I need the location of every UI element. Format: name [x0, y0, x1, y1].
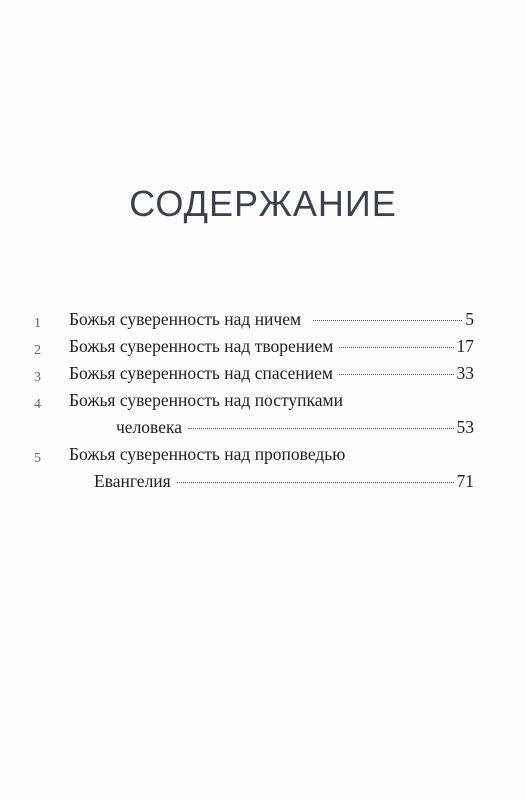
page-number: 5	[465, 309, 474, 329]
chapter-number: 4	[34, 397, 41, 412]
page-number: 33	[456, 363, 474, 383]
dot-leader	[177, 482, 454, 483]
dot-leader	[188, 428, 454, 429]
page-title: СОДЕРЖАНИЕ	[129, 183, 397, 224]
chapter-title: Божья суверенность над проповедью	[69, 444, 346, 464]
chapter-title: Божья суверенность над ничем	[69, 309, 302, 329]
toc-line-continuation	[116, 416, 474, 438]
toc-line-continuation	[94, 470, 474, 492]
chapter-number: 3	[34, 370, 41, 385]
page-number: 17	[456, 336, 474, 356]
chapter-title: Божья суверенность над поступками	[69, 390, 343, 410]
chapter-title: Божья суверенность над творением	[69, 336, 334, 356]
page-number: 53	[456, 417, 474, 437]
toc-line	[69, 308, 474, 330]
chapter-number: 2	[34, 343, 41, 358]
dot-leader	[313, 320, 462, 321]
dot-leader	[339, 347, 453, 348]
toc-line	[69, 389, 343, 411]
chapter-number: 1	[34, 316, 41, 331]
chapter-title-continuation: человека	[116, 417, 182, 437]
chapter-number: 5	[34, 451, 41, 466]
dot-leader	[339, 374, 454, 375]
toc-line	[69, 335, 474, 357]
chapter-title-continuation: Евангелия	[94, 471, 171, 491]
chapter-title: Божья суверенность над спасением	[69, 363, 333, 383]
toc-line	[69, 443, 345, 465]
toc-line	[69, 362, 474, 384]
page-number: 71	[456, 471, 474, 491]
